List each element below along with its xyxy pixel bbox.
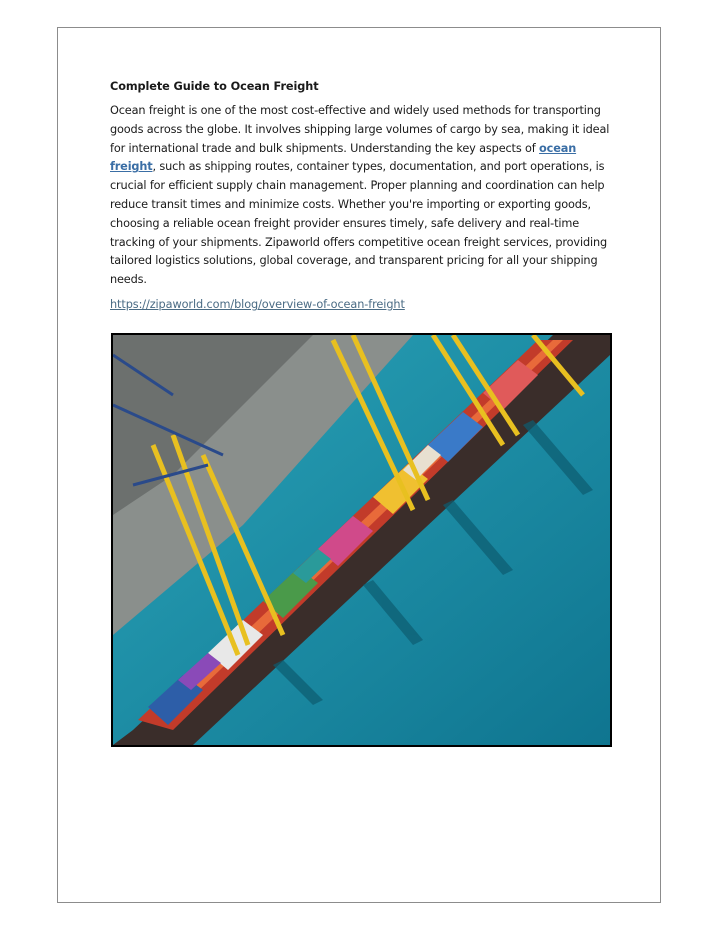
document-title: Complete Guide to Ocean Freight [110,80,319,93]
container-ship-illustration [113,335,610,745]
body-paragraph [110,102,610,290]
container-ship-aerial-photo [111,333,612,747]
ocean-freight-link[interactable]: ocean freight [110,141,577,174]
document-page [57,27,661,903]
paragraph-text-end: , such as shipping routes, container types, documentation, and port operations, is crucial for efficient supply chain management. Proper planning and coordination can help reduce transit times and minimize costs. Whether you're importing or exporting goods, choosing a reliable ocean freight provider ensures timely, safe delivery and real-time tracking of your shipments. Zipaworld offers competitive ocean freight services, providing tailored logistics solutions, global coverage, and transparent pricing for all your shipping needs. [110,160,608,287]
document-body [110,80,610,311]
paragraph-text-start: Ocean freight is one of the most cost-effective and widely used methods for transporting goods across the globe. It involves shipping large volumes of cargo by sea, making it ideal for international trade and bulk shipments. Understanding the key aspects of [110,104,610,155]
source-url-link[interactable]: https://zipaworld.com/blog/overview-of-ocean-freight [110,297,405,311]
